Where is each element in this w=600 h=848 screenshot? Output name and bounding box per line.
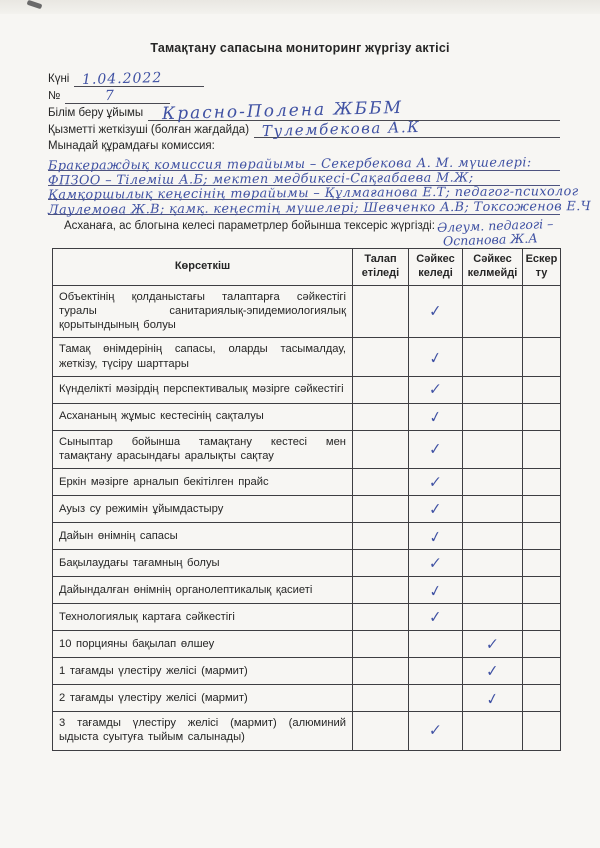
indicator-cell: Сыныптар бойынша тамақтану кестесі мен тамақтану арасындағы аралықты сақтау xyxy=(53,430,353,468)
status-cell-eskertu xyxy=(523,430,561,468)
commission-line xyxy=(47,170,560,189)
status-cell-eskertu xyxy=(523,577,561,604)
handwritten-checkmark: ✓ xyxy=(428,347,444,368)
status-cell-keledi xyxy=(409,685,463,712)
status-cell-eskertu xyxy=(523,550,561,577)
status-cell-keledi xyxy=(409,376,463,403)
indicator-cell: Технологиялық картаға сәйкестігі xyxy=(53,604,353,631)
status-cell-keledi xyxy=(409,550,463,577)
indicator-cell: Асхананың жұмыс кестесінің сақталуы xyxy=(53,403,353,430)
status-cell-keledi xyxy=(409,631,463,658)
table-row xyxy=(53,338,561,376)
header-required: Талап етіледі xyxy=(353,249,409,286)
status-cell-talap xyxy=(353,577,409,604)
handwritten-checkmark: ✓ xyxy=(428,439,443,459)
handwritten-checkmark: ✓ xyxy=(428,606,443,627)
organization-label: Білім беру ұйымы xyxy=(48,107,144,119)
handwritten-checkmark: ✓ xyxy=(485,634,500,654)
status-cell-eskertu xyxy=(523,496,561,523)
status-cell-eskertu xyxy=(523,469,561,496)
handwritten-checkmark: ✓ xyxy=(428,406,444,428)
supplier-label: Қызметті жеткізуші (болған жағдайда) xyxy=(48,124,250,136)
inspection-handwritten-value-2: Оспанова Ж.А xyxy=(443,230,539,249)
date-handwritten-value: 1.04.2022 xyxy=(82,69,163,89)
monitoring-table xyxy=(52,248,561,750)
status-cell-talap xyxy=(353,658,409,685)
status-cell-kelmeidi xyxy=(463,685,523,712)
inspection-handwritten-value-1: Әлеум. педагогі – xyxy=(436,216,554,236)
handwritten-checkmark: ✓ xyxy=(428,553,443,573)
table-body xyxy=(53,285,561,750)
status-cell-kelmeidi xyxy=(463,523,523,550)
supplier-handwritten-value: Тулембекова А.К xyxy=(261,117,421,141)
organization-field xyxy=(148,97,560,125)
status-cell-kelmeidi xyxy=(463,631,523,658)
status-cell-kelmeidi xyxy=(463,658,523,685)
commission-handwritten-text: ФПЗОО – Тілеміш А.Б; мектеп медбикесі-Сақғабаева М.Ж; xyxy=(47,170,474,189)
table-row xyxy=(53,604,561,631)
supplier-field xyxy=(254,117,560,141)
table-row xyxy=(53,577,561,604)
status-cell-kelmeidi xyxy=(463,577,523,604)
handwritten-checkmark: ✓ xyxy=(428,720,443,741)
commission-label-row xyxy=(48,139,560,154)
table-row xyxy=(53,712,561,750)
commission-label: Мынадай құрамдағы комиссия: xyxy=(48,140,215,152)
status-cell-talap xyxy=(353,496,409,523)
table-row xyxy=(53,523,561,550)
date-label: Күні xyxy=(48,73,70,85)
header-indicator: Көрсеткіш xyxy=(53,249,353,286)
indicator-cell: Объектінің қолданыстағы талаптарға сәйкестігі туралы санитариялық-эпидемиологиялық қорытындының болуы xyxy=(53,285,353,338)
status-cell-keledi xyxy=(409,285,463,338)
status-cell-eskertu xyxy=(523,631,561,658)
table-header-row xyxy=(53,249,561,286)
status-cell-kelmeidi xyxy=(463,376,523,403)
status-cell-kelmeidi xyxy=(463,338,523,376)
status-cell-talap xyxy=(353,604,409,631)
status-cell-keledi xyxy=(409,577,463,604)
status-cell-kelmeidi xyxy=(463,430,523,468)
handwritten-checkmark: ✓ xyxy=(428,472,443,492)
header-conforms: Сәйкес келеді xyxy=(409,249,463,286)
status-cell-eskertu xyxy=(523,285,561,338)
indicator-cell: Күнделікті мәзірдің перспективалық мәзірге сәйкестігі xyxy=(53,376,353,403)
status-cell-eskertu xyxy=(523,604,561,631)
status-cell-talap xyxy=(353,430,409,468)
table-row xyxy=(53,685,561,712)
status-cell-keledi xyxy=(409,658,463,685)
status-cell-talap xyxy=(353,469,409,496)
status-cell-kelmeidi xyxy=(463,285,523,338)
scan-edge-artifact xyxy=(0,0,600,14)
number-handwritten-value: 7 xyxy=(105,87,115,105)
status-cell-talap xyxy=(353,285,409,338)
indicator-cell: Тамақ өнімдерінің сапасы, оларды тасымалдау, жеткізу, түсіру шарттары xyxy=(53,338,353,376)
organization-handwritten-value: Красно-Полена ЖББМ xyxy=(161,97,404,125)
status-cell-eskertu xyxy=(523,658,561,685)
status-cell-eskertu xyxy=(523,712,561,750)
status-cell-keledi xyxy=(409,523,463,550)
status-cell-eskertu xyxy=(523,403,561,430)
table-row xyxy=(53,658,561,685)
status-cell-talap xyxy=(353,376,409,403)
status-cell-kelmeidi xyxy=(463,712,523,750)
commission-line xyxy=(47,199,592,219)
handwritten-checkmark: ✓ xyxy=(428,580,444,602)
status-cell-talap xyxy=(353,631,409,658)
handwritten-checkmark: ✓ xyxy=(428,526,444,548)
indicator-cell: Ауыз су режимін ұйымдастыру xyxy=(53,496,353,523)
commission-handwritten-text: Бракераждық комиссия төрайымы – Секербекова А. М. мүшелері: xyxy=(47,155,532,174)
status-cell-kelmeidi xyxy=(463,496,523,523)
page-title: Тамақтану сапасына мониторинг жүргізу актісі xyxy=(150,41,450,55)
status-cell-keledi xyxy=(409,496,463,523)
indicator-cell: 1 тағамды үлестіру желісі (мармит) xyxy=(53,658,353,685)
status-cell-keledi xyxy=(409,403,463,430)
supplier-row xyxy=(48,117,560,141)
number-label: № xyxy=(48,90,61,102)
inspection-label: Асханаға, ас блогына келесі параметрлер бойынша тексеріс жүргізді: xyxy=(64,220,435,233)
status-cell-kelmeidi xyxy=(463,550,523,577)
table-row xyxy=(53,550,561,577)
commission-handwritten-text: Лаулемова Ж.В; қамқ. кеңестің мүшелері; Шевченко А.В; Токсоженов Е.Ч xyxy=(47,199,592,219)
organization-row xyxy=(48,97,560,125)
commission-handwritten-block xyxy=(47,155,592,219)
indicator-cell: Бақылаудағы тағамның болуы xyxy=(53,550,353,577)
indicator-cell: Еркін мәзірге арналып бекітілген прайс xyxy=(53,469,353,496)
indicator-cell: 2 тағамды үлестіру желісі (мармит) xyxy=(53,685,353,712)
status-cell-keledi xyxy=(409,712,463,750)
status-cell-eskertu xyxy=(523,523,561,550)
handwritten-checkmark: ✓ xyxy=(428,379,443,399)
status-cell-talap xyxy=(353,403,409,430)
table-row xyxy=(53,469,561,496)
header-note: Ескерту xyxy=(523,249,561,286)
table-header xyxy=(53,249,561,286)
table-row xyxy=(53,430,561,468)
commission-handwritten-text: Қамқоршылық кеңесінің төрайымы – Құлмағанова Е.Т; педагог-психолог xyxy=(47,184,579,204)
status-cell-eskertu xyxy=(523,685,561,712)
status-cell-keledi xyxy=(409,469,463,496)
status-cell-kelmeidi xyxy=(463,403,523,430)
number-field xyxy=(65,88,170,104)
handwritten-checkmark: ✓ xyxy=(485,660,500,681)
table-row xyxy=(53,376,561,403)
status-cell-talap xyxy=(353,712,409,750)
commission-line xyxy=(47,184,579,204)
status-cell-talap xyxy=(353,338,409,376)
status-cell-talap xyxy=(353,550,409,577)
status-cell-kelmeidi xyxy=(463,469,523,496)
date-field xyxy=(74,71,204,87)
date-row xyxy=(48,71,560,87)
header-not-conforms: Сәйкес келмейді xyxy=(463,249,523,286)
table-row xyxy=(53,285,561,338)
status-cell-eskertu xyxy=(523,376,561,403)
status-cell-keledi xyxy=(409,604,463,631)
inspection-row-2 xyxy=(48,230,539,249)
status-cell-kelmeidi xyxy=(463,604,523,631)
status-cell-keledi xyxy=(409,430,463,468)
indicator-cell: 10 порцияны бақылап өлшеу xyxy=(53,631,353,658)
indicator-cell: 3 тағамды үлестіру желісі (мармит) (алюминий ыдыста суытуға тыйым салынады) xyxy=(53,712,353,750)
form-header xyxy=(47,69,592,249)
commission-line xyxy=(47,155,560,174)
status-cell-keledi xyxy=(409,338,463,376)
table-row xyxy=(53,496,561,523)
indicator-cell: Дайын өнімнің сапасы xyxy=(53,523,353,550)
inspection-row xyxy=(48,216,560,236)
status-cell-eskertu xyxy=(523,338,561,376)
status-cell-talap xyxy=(353,685,409,712)
table-row xyxy=(53,631,561,658)
indicator-cell: Дайындалған өнімнің органолептикалық қасиеті xyxy=(53,577,353,604)
status-cell-talap xyxy=(353,523,409,550)
handwritten-checkmark: ✓ xyxy=(428,498,443,519)
table-row xyxy=(53,403,561,430)
handwritten-checkmark: ✓ xyxy=(485,688,501,710)
handwritten-checkmark: ✓ xyxy=(428,301,443,321)
